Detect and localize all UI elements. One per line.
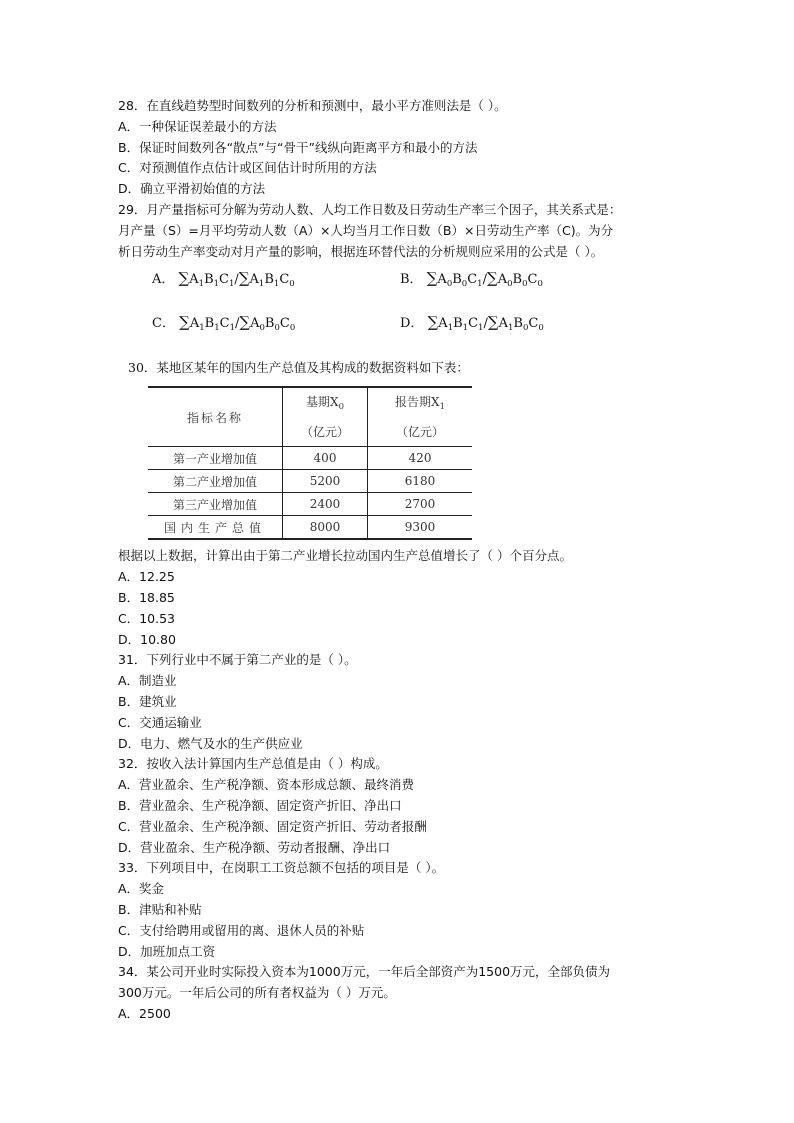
question-33-option-c: C．支付给聘用或留用的离、退休人员的补贴 bbox=[118, 922, 365, 938]
question-33 bbox=[118, 858, 678, 962]
table-header-base-unit: （亿元） bbox=[283, 417, 368, 447]
question-31-stem: 31．下列行业中不属于第二产业的是（ ）。 bbox=[118, 652, 357, 668]
question-32-option-d: D．营业盈余、生产税净额、劳动者报酬、净出口 bbox=[118, 839, 391, 855]
exam-page bbox=[118, 96, 678, 1025]
question-31-option-c: C．交通运输业 bbox=[118, 714, 202, 730]
question-28-option-b: B．保证时间数列各“散点”与“骨干”线纵向距离平方和最小的方法 bbox=[118, 139, 478, 155]
table-header-name: 指标名称 bbox=[148, 387, 283, 447]
question-28-option-d: D．确立平滑初始值的方法 bbox=[118, 181, 266, 197]
question-33-option-a: A．奖金 bbox=[118, 881, 165, 897]
question-30-option-d: D．10.80 bbox=[118, 631, 176, 647]
table-row: 第一产业增加值 400 420 bbox=[148, 447, 472, 470]
question-34-stem-line-1: 34．某公司开业时实际投入资本为1000万元，一年后全部资产为1500万元，全部负债为 bbox=[118, 964, 611, 980]
question-29-stem-line-3: 析日劳动生产率变动对月产量的影响，根据连环替代法的分析规则应采用的公式是（ ）。 bbox=[118, 243, 604, 259]
question-31-option-a: A．制造业 bbox=[118, 673, 177, 689]
question-32-stem: 32．按收入法计算国内生产总值是由（ ）构成。 bbox=[118, 756, 388, 772]
question-28-stem: 28．在直线趋势型时间数列的分析和预测中，最小平方准则法是（ ）。 bbox=[118, 98, 507, 113]
question-29-option-b: B． $\sum A_0B_0C_1/\sum A_0B_0C_0$ bbox=[400, 269, 543, 290]
question-29-stem-line-1: 29．月产量指标可分解为劳动人数、人均工作日数及日劳动生产率三个因子，其关系式是： bbox=[118, 201, 622, 217]
question-34-option-a: A．2500 bbox=[118, 1005, 171, 1021]
question-29-option-d: D． $\sum A_1B_1C_1/\sum A_1B_0C_0$ bbox=[400, 313, 544, 334]
question-33-stem: 33．下列项目中，在岗职工工资总额不包括的项目是（ ）。 bbox=[118, 860, 445, 876]
question-33-option-b: B．津贴和补贴 bbox=[118, 901, 202, 917]
question-29 bbox=[118, 200, 678, 356]
table-row: 国内生产总值 8000 9300 bbox=[148, 516, 472, 540]
table-header-report-unit: （亿元） bbox=[395, 425, 444, 440]
question-30 bbox=[118, 358, 678, 650]
question-28-option-a: A．一种保证误差最小的方法 bbox=[118, 118, 277, 134]
question-30-option-a: A．12.25 bbox=[118, 569, 175, 585]
table-header-report: 报告期$X_1$ bbox=[368, 387, 473, 417]
question-34 bbox=[118, 962, 678, 1024]
question-32-option-a: A．营业盈余、生产税净额、资本形成总额、最终消费 bbox=[118, 777, 415, 793]
question-31-option-b: B．建筑业 bbox=[118, 693, 177, 709]
question-30-question: 根据以上数据，计算出由于第二产业增长拉动国内生产总值增长了（ ）个百分点。 bbox=[118, 548, 572, 564]
question-30-option-c: C．10.53 bbox=[118, 610, 176, 626]
question-31-option-d: D．电力、燃气及水的生产供应业 bbox=[118, 735, 303, 751]
question-33-option-d: D．加班加点工资 bbox=[118, 943, 216, 959]
table-header-base: 基期$X_0$ bbox=[283, 387, 368, 417]
question-30-stem: 30．某地区某年的国内生产总值及其构成的数据资料如下表： bbox=[128, 360, 469, 376]
question-30-option-b: B．18.85 bbox=[118, 589, 175, 605]
question-28 bbox=[118, 96, 678, 200]
question-32 bbox=[118, 754, 678, 858]
question-29-stem-line-2: 月产量（S）=月平均劳动人数（A）×人均当月工作日数（B）×日劳动生产率（C)。为分 bbox=[118, 222, 614, 238]
table-row: 第三产业增加值 2400 2700 bbox=[148, 493, 472, 516]
question-28-option-c: C．对预测值作点估计或区间估计时所用的方法 bbox=[118, 160, 377, 176]
question-32-option-b: B．营业盈余、生产税净额、固定资产折旧、净出口 bbox=[118, 797, 402, 813]
question-29-option-a: A． $\sum A_1B_1C_1/\sum A_1B_1C_0$ bbox=[152, 269, 295, 290]
question-34-stem-line-2: 300万元。一年后公司的所有者权益为（ ）万元。 bbox=[118, 985, 396, 1001]
gdp-table bbox=[148, 386, 472, 540]
question-31 bbox=[118, 650, 678, 754]
question-29-option-c: C． $\sum A_1B_1C_1/\sum A_0B_0C_0$ bbox=[152, 313, 296, 334]
question-32-option-c: C．营业盈余、生产税净额、固定资产折旧、劳动者报酬 bbox=[118, 818, 427, 834]
table-row: 第二产业增加值 5200 6180 bbox=[148, 470, 472, 493]
